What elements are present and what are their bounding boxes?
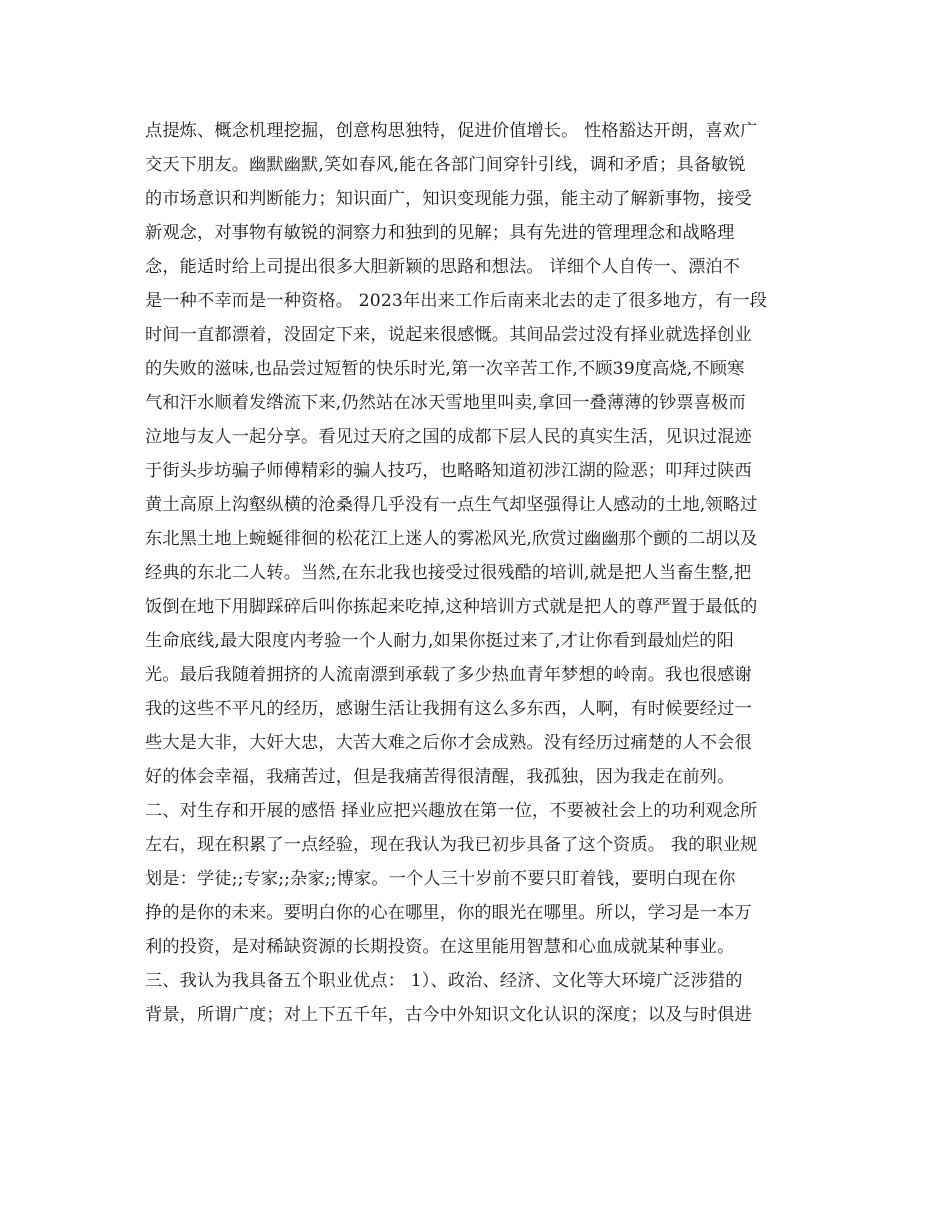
text-line: 气和汗水顺着发绺流下来,仍然站在冰天雪地里叫卖,拿回一叠薄薄的钞票喜极而 [145,393,746,413]
text-line: 我的这些不平凡的经历，感谢生活让我拥有这么多东西，人啊，有时候要经过一 [145,699,752,719]
text-line: 挣的是你的未来。要明白你的心在哪里，你的眼光在哪里。所以，学习是一本万 [145,903,752,923]
text-line: 背景，所谓广度；对上下五千年，古今中外知识文化认识的深度；以及与时俱进 [145,1005,752,1025]
text-line: 于街头步坊骗子师傅精彩的骗人技巧，也略略知道初涉江湖的险恶；叩拜过陕西 [145,461,752,481]
section-heading-line: 三、我认为我具备五个职业优点： 1）、政治、经济、文化等大环境广泛涉猎的 [145,971,743,991]
text-line: 的市场意识和判断能力；知识面广，知识变现能力强，能主动了解新事物，接受 [145,189,752,209]
text-line: 黄土高原上沟壑纵横的沧桑得几乎没有一点生气却坚强得让人感动的土地,领略过 [145,495,758,515]
text-line: 划是：学徒;;专家;;杂家;;博家。一个人三十岁前不要只盯着钱，要明白现在你 [145,869,736,889]
section-heading-line: 二、对生存和开展的感悟 择业应把兴趣放在第一位，不要被社会上的功利观念所 [145,801,758,821]
text-line: 时间一直都漂着，没固定下来，说起来很感慨。其间品尝过没有择业就选择创业 [145,325,752,345]
text-line: 泣地与友人一起分享。看见过天府之国的成都下层人民的真实生活，见识过混迹 [145,427,752,447]
text-line: 念，能适时给上司提出很多大胆新颖的思路和想法。 详细个人自传一、漂泊不 [145,257,741,277]
text-line: 饭倒在地下用脚踩碎后叫你拣起来吃掉,这种培训方式就是把人的尊严置于最低的 [145,597,758,617]
text-line: 些大是大非，大奸大忠，大苦大难之后你才会成熟。没有经历过痛楚的人不会很 [145,733,752,753]
text-line: 好的体会幸福，我痛苦过，但是我痛苦得很清醒，我孤独，因为我走在前列。 [145,767,735,787]
text-line: 交天下朋友。幽默幽默,笑如春风,能在各部门间穿针引线，调和矛盾；具备敏锐 [145,155,746,175]
text-line: 是一种不幸而是一种资格。 2023年出来工作后南来北去的走了很多地方，有一段 [145,291,768,311]
text-line: 左右，现在积累了一点经验，现在我认为我已初步具备了这个资质。 我的职业规 [145,835,758,855]
text-line: 的失败的滋味,也品尝过短暂的快乐时光,第一次辛苦工作,不顾39度高烧,不顾寒 [145,359,745,379]
text-line: 新观念，对事物有敏锐的洞察力和独到的见解；具有先进的管理理念和战略理 [145,223,735,243]
text-line: 光。最后我随着拥挤的人流南漂到承载了多少热血青年梦想的岭南。我也很感谢 [145,665,752,685]
text-line: 东北黑土地上蜿蜒徘徊的松花江上迷人的雾凇风光,欣赏过幽幽那个颤的二胡以及 [145,529,758,549]
text-line: 利的投资，是对稀缺资源的长期投资。在这里能用智慧和心血成就某种事业。 [145,937,735,957]
body-text [145,114,805,1032]
text-line: 点提炼、概念机理挖掘，创意构思独特，促进价值增长。 性格豁达开朗，喜欢广 [145,121,758,141]
text-line: 经典的东北二人转。当然,在东北我也接受过很残酷的培训,就是把人当畜生整,把 [145,563,752,583]
text-line: 生命底线,最大限度内考验一个人耐力,如果你挺过来了,才让你看到最灿烂的阳 [145,631,734,651]
